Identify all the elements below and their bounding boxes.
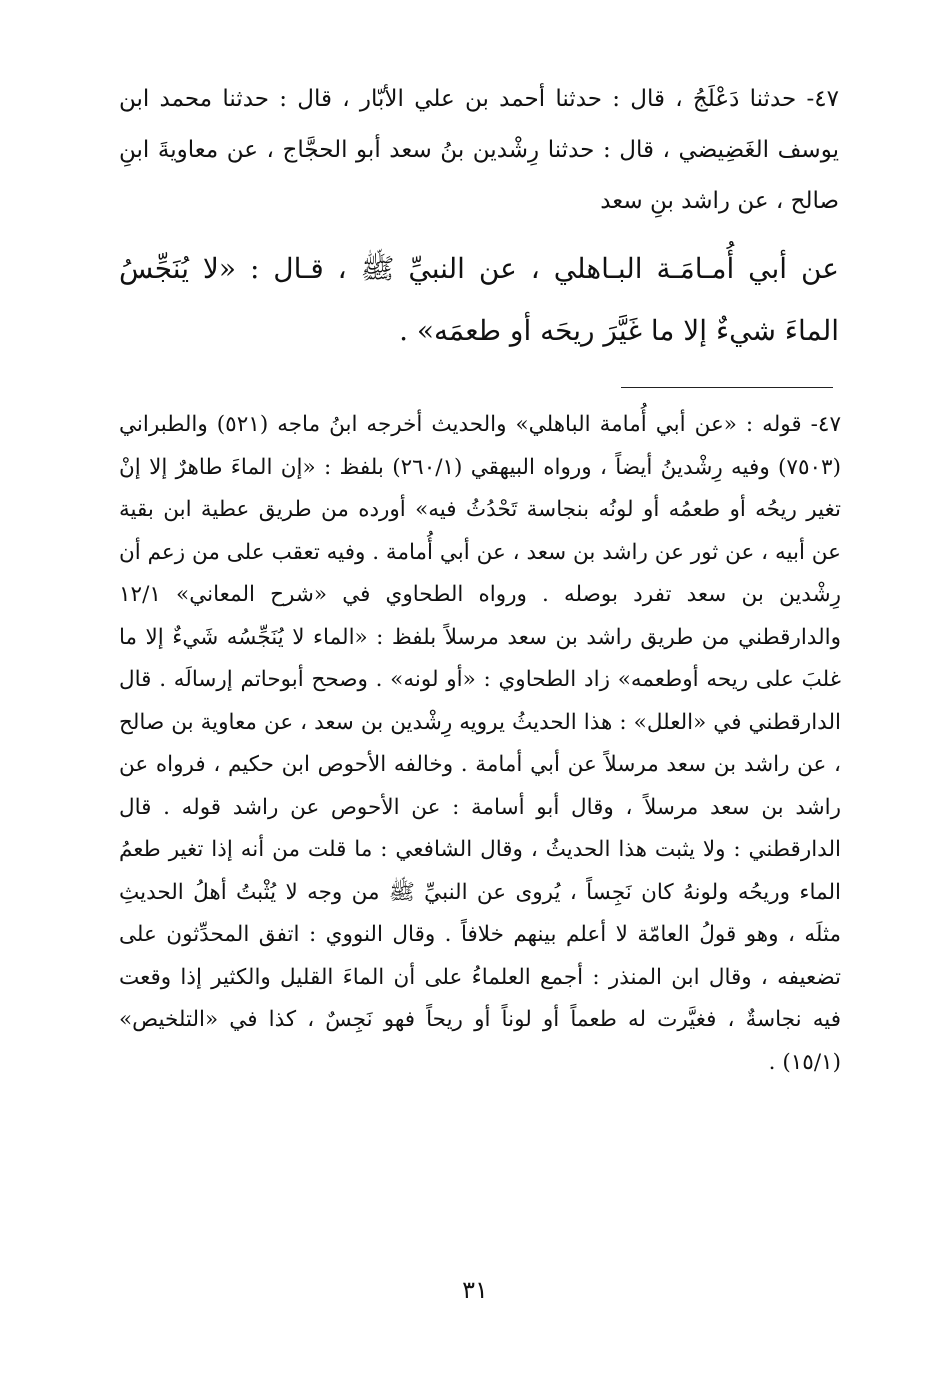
page-number: ٣١ <box>462 1276 488 1304</box>
hadith-isnad: ٤٧- حدثنا دَعْلَجُ ، قال : حدثنا أحمد بن علي الأبّار ، قال : حدثنا محمد ابن يوسف الغَضِيضي ، قال : حدثنا رِشْدين بنُ سعد أبو الحجَّاج ، عن معاويةَ ابنِ صالح ، عن راشد بنِ سعد <box>119 86 839 214</box>
hadith-matn: عن أبي أُمـامَـة البـاهلي ، عن النبيِّ ﷺ ، قـال : «لا يُنَجِّسُ الماءَ شيءٌ إلا ما غَيَّرَ ريحَه أو طعمَه» . <box>119 252 839 347</box>
footnote-text: ٤٧- قوله : «عن أبي أُمامة الباهلي» والحديث أخرجه ابنُ ماجه (٥٢١) والطبراني (٧٥٠٣) وفيه رِشْدينُ أيضاً ، ورواه البيهقي (٢٦٠/١) بلفظ : «إن الماءَ طاهرٌ إلا إنْ تغير ريحُه أو طعمُه أو لونُه بنجاسة تَحْدُثُ فيه» أورده من طريق عطية ابن بقية عن أبيه ، عن ثور عن راشد بن سعد ، عن أبي أُمامة . وفيه تعقب على من زعم أن رِشْدين بن سعد تفرد بوصله . ورواه الطحاوي في «شرح المعاني» ١٢/١ والدارقطني من طريق راشد بن سعد مرسلاً بلفظ : «الماء لا يُنَجِّسُه شَيءٌ إلا ما غلبَ على ريحه أوطعمه» زاد الطحاوي : «أو لونه» . وصحح أبوحاتم إرسالَه . قال الدارقطني في «العلل» : هذا الحديثُ يرويه رِشْدين بن سعد ، عن معاوية بن صالح ، عن راشد بن سعد مرسلاً عن أبي أمامة . وخالفه الأحوص ابن حكيم ، فرواه عن راشد بن سعد مرسلاً ، وقال أبو أسامة : عن الأحوص عن راشد قوله . قال الدارقطني : ولا يثبت هذا الحديثُ ، وقال الشافعي : ما قلت من أنه إذا تغير طعمُ الماء وريحُه ولونهُ كان نَجِساً ، يُروى عن النبيِّ ﷺ من وجه لا يُثْبتُ أهلُ الحديثِ مثلَه ، وهو قولُ العامّة لا أعلم بينهم خلافاً . وقال النووي : اتفق المحدِّثون على تضعيفه ، وقال ابن المنذر : أجمع العلماءُ على أن الماءَ القليل والكثير إذا وقعت فيه نجاسةٌ ، فغيَّرت له طعماً أو لوناً أو ريحاً فهو نَجِسٌ ، كذا في «التلخيص» (١٥/١) . <box>119 412 841 1075</box>
footnote-separator <box>621 387 833 388</box>
